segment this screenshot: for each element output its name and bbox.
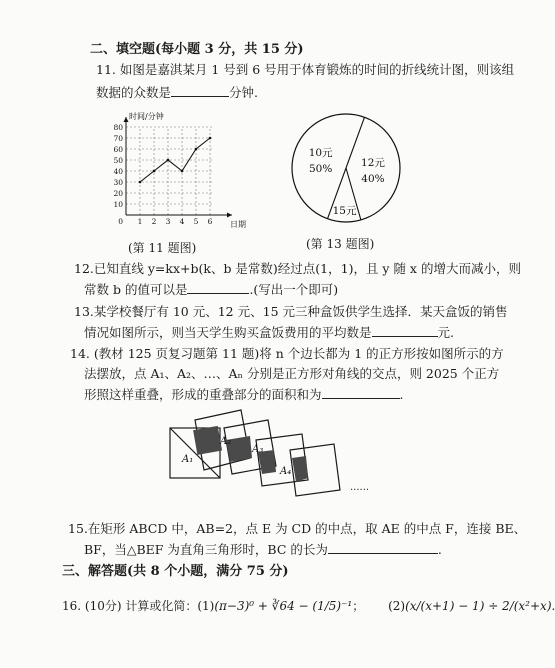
slice-label: 12元 [361,156,385,169]
data-point [139,181,142,184]
x-axis-label: 日期 [230,220,246,229]
question-14-line2: 法摆放，点 A₁、A₂、…、Aₙ 分别是正方形对角线的交点，则 2025 个正方 [84,366,500,381]
ellipsis-text: ...... [350,482,370,493]
question-15-line2: BF，当△BEF 为直角三角形时，BC 的长为 . [84,542,442,557]
x-tick-label: 6 [207,217,213,226]
answer-blank[interactable] [322,386,400,399]
overlap-region-1 [193,426,222,455]
y-tick-label: 20 [113,189,123,198]
data-point [167,159,170,162]
y-tick-label: 70 [113,134,123,143]
x-tick-label: 4 [179,217,185,226]
question-12-text: 12.已知直线 y=kx+b(k、b 是常数)经过点(1，1)，且 y 随 x 的增大而减小，则 [74,261,521,276]
overlapping-squares-figure [168,414,398,514]
data-point [153,170,156,173]
slice-percent: 50% [308,162,333,175]
slice-percent: 40% [361,172,385,185]
section-heading-3: 三、解答题(共 8 个小题，满分 75 分) [62,564,289,579]
y-tick-label: 80 [113,123,123,132]
question-13-line2: 情况如图所示，则当天学生购买盒饭费用的平均数是 元. [84,325,454,340]
answer-blank[interactable] [328,541,438,554]
y-tick-label: 50 [113,156,123,165]
x-tick-label: 5 [193,217,199,226]
origin-label: 0 [118,217,123,226]
point-label-a2: A₂ [220,436,232,447]
question-13-text: 13.某学校餐厅有 10 元、12 元、15 元三种盒饭供学生选择．某天盒饭的销售 [74,304,508,319]
question-14-text: 14. (教材 125 页复习题第 11 题)将 n 个边长都为 1 的正方形按如图所示的方 [70,346,504,361]
figure-13-caption: (第 13 题图) [306,237,375,251]
figure-11-caption: (第 11 题图) [128,241,197,255]
data-point [195,148,198,151]
y-axis-arrow [124,117,129,122]
expression-2: (x/(x+1) − 1) ÷ 2/(x²+x) [405,599,552,613]
slice-label: 15元 [332,205,357,218]
section-heading: 二、填空题(每小题 3 分，共 15 分) [90,42,304,57]
question-11-line2: 数据的众数是 分钟. [96,85,258,100]
line-chart [112,112,262,230]
pie-chart [286,110,406,230]
question-11-text: 11. 如图是嘉淇某月 1 号到 6 号用于体育锻炼的时间的折线统计图，则该组 [96,62,515,77]
y-tick-label: 30 [113,178,123,187]
question-15-text: 15.在矩形 ABCD 中，AB=2，点 E 为 CD 的中点，取 AE 的中点 F，连接 BE、 [68,521,527,536]
point-label-a1: A₁ [182,454,194,465]
y-tick-label: 40 [113,167,123,176]
question-16-text: 16. (10分) 计算或化简：(1)(π−3)⁰ + ∛64 − (1/5)⁻¹； (2)(x/(x+1) − 1) ÷ 2/(x²+x). [62,599,555,613]
answer-blank[interactable] [372,324,438,337]
question-12-line2: 常数 b 的值可以是 .(写出一个即可) [84,282,339,297]
y-tick-label: 60 [113,145,123,154]
data-point [181,170,184,173]
y-tick-label: 10 [113,200,123,209]
overlap-region-4 [292,456,308,482]
x-tick-label: 3 [165,217,171,226]
slice-label: 10元 [308,146,333,159]
question-14-line3: 形照这样重叠，形成的重叠部分的面积和为 . [84,387,404,402]
point-label-a4: A₄ [280,466,292,477]
y-axis-label: 时间/分钟 [129,112,164,121]
answer-blank[interactable] [187,281,249,294]
point-label-a3: A₃ [252,444,264,455]
x-tick-label: 1 [137,217,143,226]
answer-blank[interactable] [171,84,229,97]
data-point [209,137,212,140]
x-axis-arrow [227,213,232,218]
expression-1: (π−3)⁰ + ∛64 − (1/5)⁻¹ [214,599,353,613]
x-tick-label: 2 [151,217,157,226]
